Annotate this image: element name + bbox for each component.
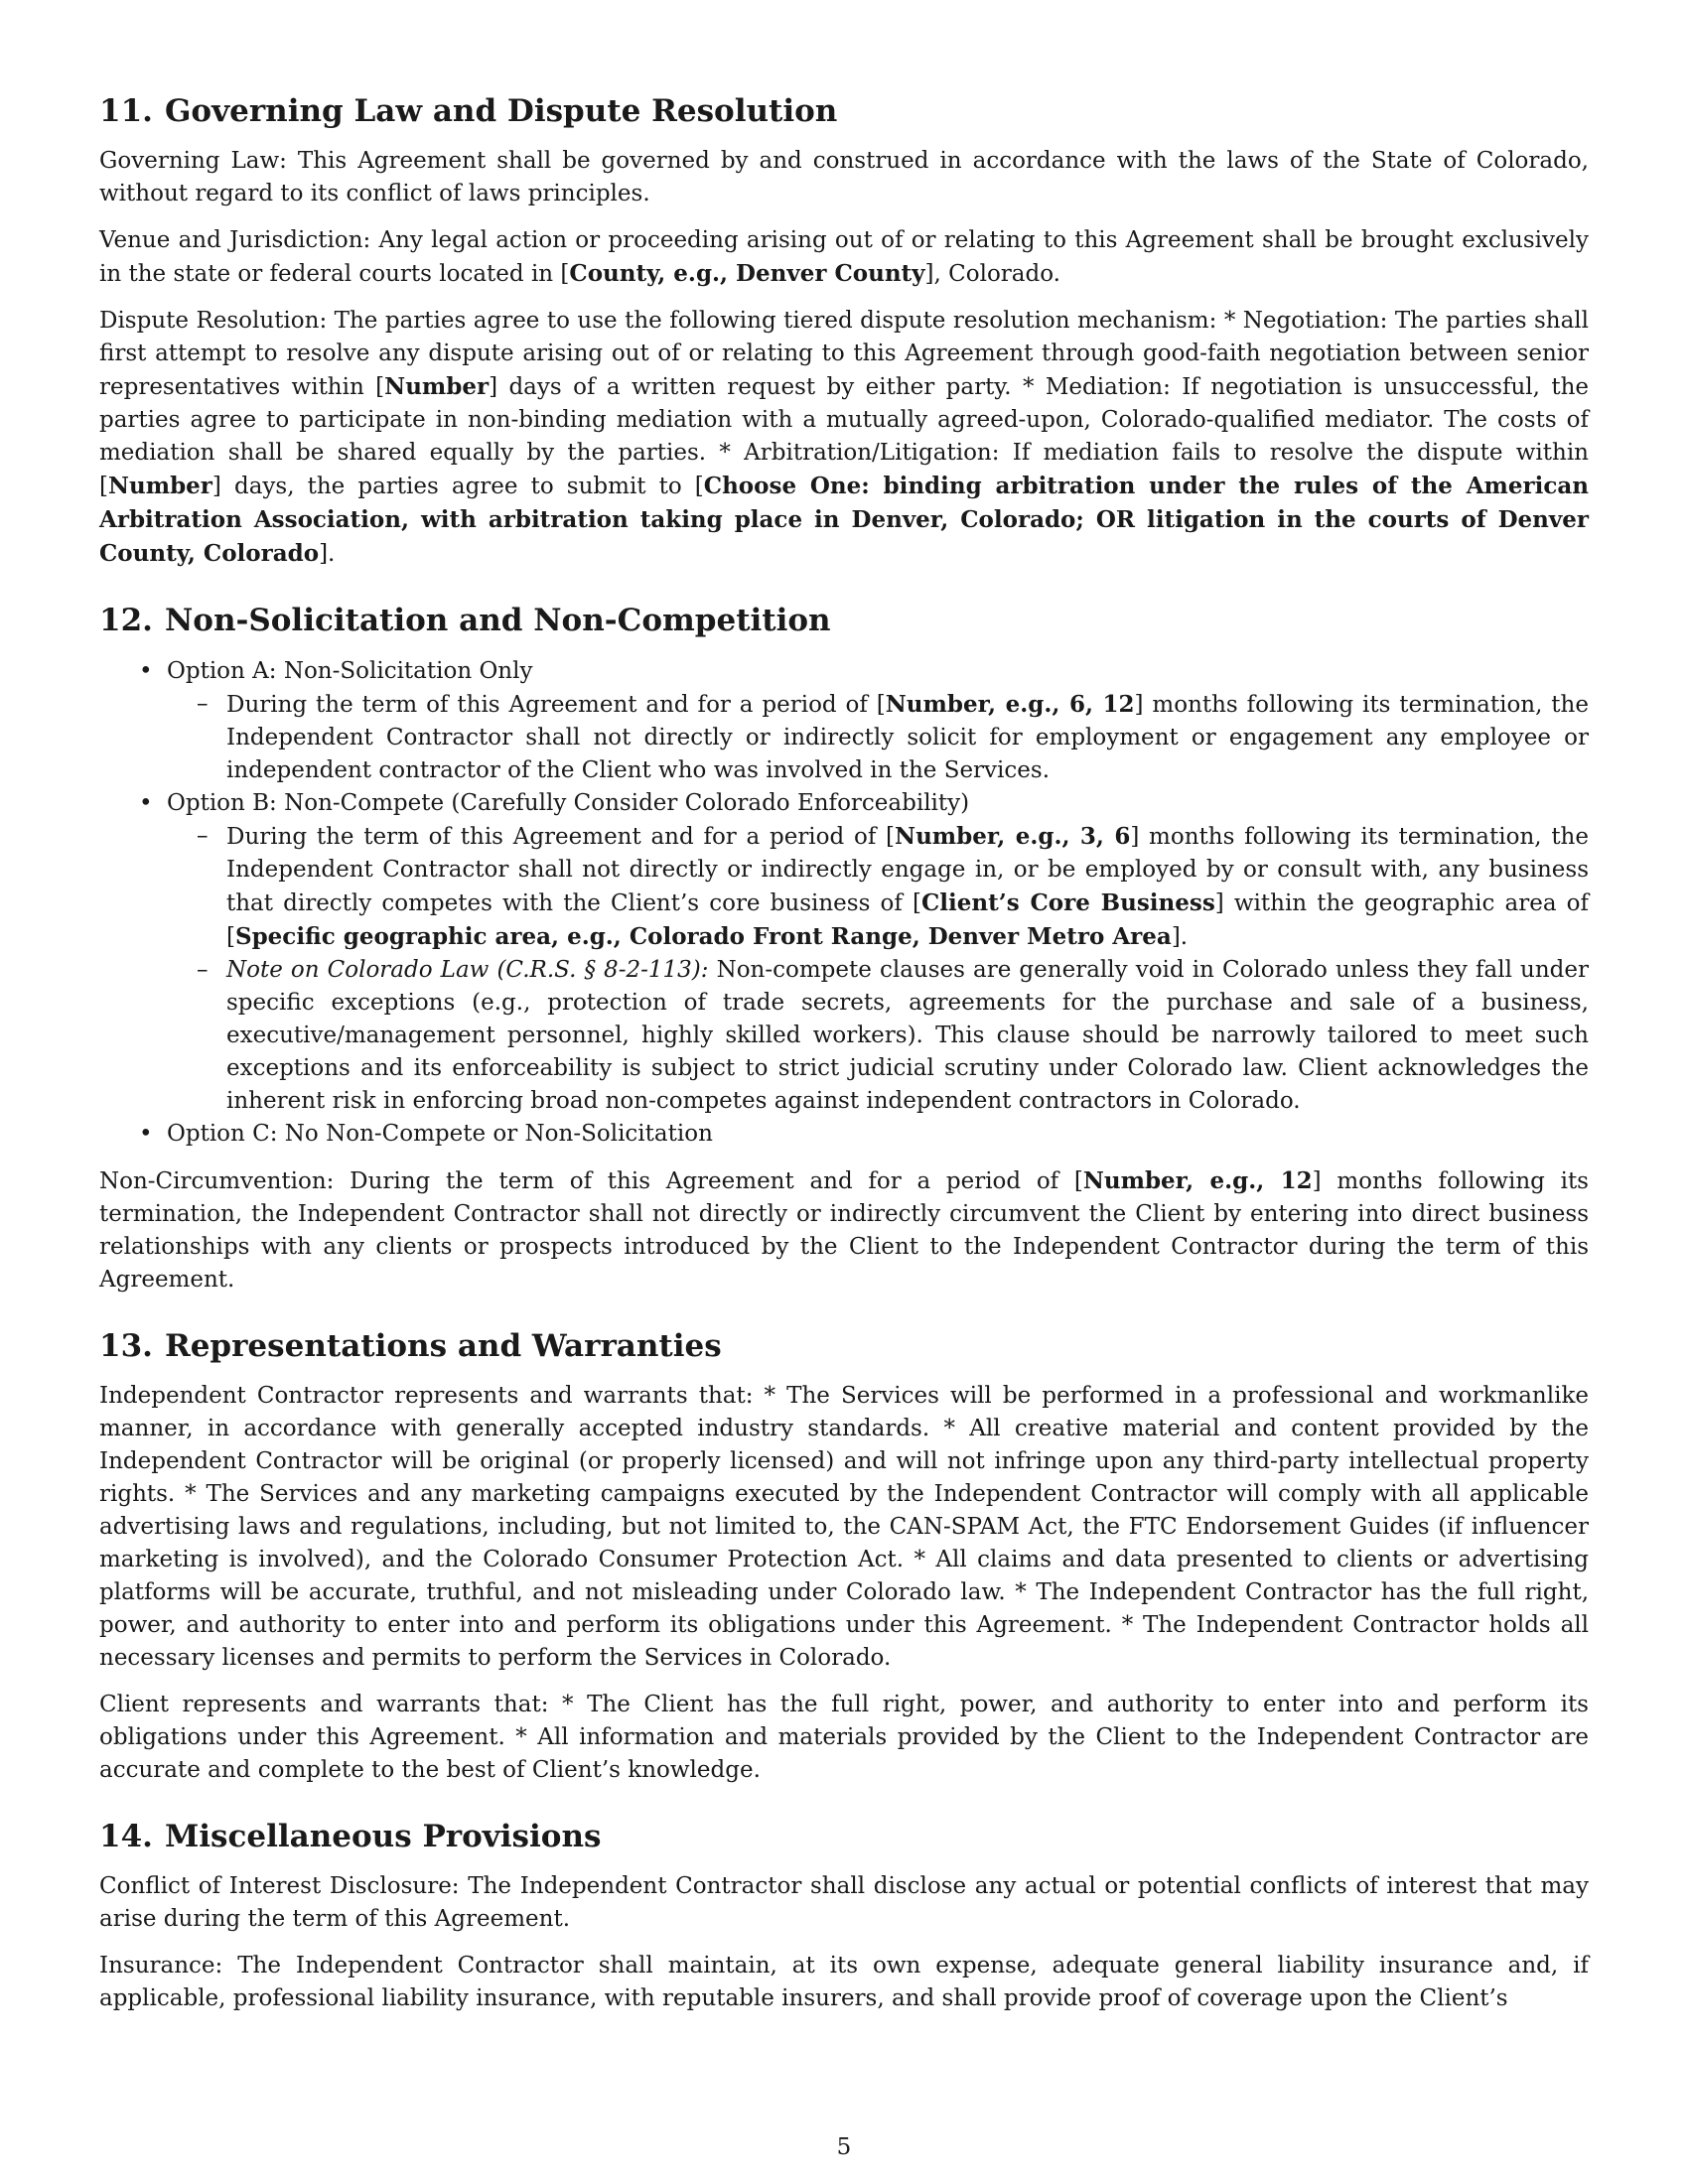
client-warranties-paragraph: Client represents and warrants that: * The Client has the full right, power, and authority to enter into and perform its obligations under this Agreement. * All information and materials provided by the Client to the Independent Contractor are accurate and complete to the best of Client’s knowledge. xyxy=(99,1691,1589,1783)
list-item-option-c xyxy=(99,1118,1589,1151)
section-heading xyxy=(99,91,1589,131)
placeholder-choice: Choose One: binding arbitration under the rules of the American Arbitration Association, with arbitration taking place in Denver, Colorado; OR litigation in the courts of Denver County, Colorado xyxy=(99,473,1589,568)
option-label: Option B: Non-Compete (Carefully Consider Colorado Enforceability) xyxy=(167,789,970,816)
document-page xyxy=(99,91,1589,2045)
placeholder-core-business: Client’s Core Business xyxy=(920,888,1215,916)
sub-list-item xyxy=(167,688,1589,787)
text: ], Colorado. xyxy=(924,261,1060,288)
insurance-paragraph: Insurance: The Independent Contractor shall maintain, at its own expense, adequate general liability insurance and, if applicable, professional liability insurance, with reputable insurers, and shall provide proof of coverage upon the Client’s xyxy=(99,1953,1589,2012)
dash-icon: – xyxy=(197,690,209,717)
page-number: 5 xyxy=(836,2134,852,2160)
placeholder-county: County, e.g., Denver County xyxy=(569,260,925,288)
section-title: Non-Solicitation and Non-Competition xyxy=(164,603,831,639)
non-circumvention-paragraph xyxy=(99,1164,1589,1297)
section-heading xyxy=(99,1326,1589,1366)
dispute-resolution-paragraph xyxy=(99,305,1589,571)
section-title: Representations and Warranties xyxy=(164,1327,722,1364)
section-12 xyxy=(99,601,1589,1296)
dash-icon: – xyxy=(197,822,209,849)
sub-list-item xyxy=(167,954,1589,1118)
contractor-warranties-paragraph: Independent Contractor represents and warrants that: * The Services will be performed in a professional and workmanlike manner, in accordance with generally accepted industry standards. * All creative material and content provided by the Independent Contractor will be original (or properly licensed) and will not infringe upon any third-party intellectual property rights. * The Services and any marketing campaigns executed by the Independent Contractor will comply with all applicable advertising laws and regulations, including, but not limited to, the CAN-SPAM Act, the FTC Endorsement Guides (if influencer marketing is involved), and the Colorado Consumer Protection Act. * All claims and data presented to clients or advertising platforms will be accurate, truthful, and not misleading under Colorado law. * The Independent Contractor has the full right, power, and authority to enter into and perform its obligations under this Agreement. * The Independent Contractor holds all necessary licenses and permits to perform the Services in Colorado. xyxy=(99,1382,1589,1671)
option-label: Option A: Non-Solicitation Only xyxy=(167,657,533,684)
section-13 xyxy=(99,1326,1589,1787)
text: ] months following its termination, the Independent Contractor shall not directly or indirectly circumvent the Client by entering into direct business relationships with any clients or prospects introduced by the Client to the Independent Contractor during the term of this Agreement. xyxy=(99,1167,1589,1293)
bullet-icon: • xyxy=(139,657,153,684)
placeholder-number: Number, e.g., 12 xyxy=(1082,1166,1313,1194)
text: Dispute Resolution: The parties agree to use the following tiered dispute resolution mechanism: * Negotiation: The parties shall first attempt to resolve any dispute arising out of or relating to this Agreement through good-faith negotiation between senior representatives within [ xyxy=(99,308,1589,401)
options-list xyxy=(99,655,1589,1151)
text: Non-Circumvention: During the term of this Agreement and for a period of [ xyxy=(99,1167,1083,1194)
text: ] days, the parties agree to submit to [ xyxy=(211,474,704,500)
option-label: Option C: No Non-Compete or Non-Solicitation xyxy=(167,1120,713,1147)
section-title: Miscellaneous Provisions xyxy=(164,1818,602,1854)
section-heading xyxy=(99,601,1589,640)
text: ]. xyxy=(319,541,336,568)
note-label: Note on Colorado Law (C.R.S. § 8-2-113): xyxy=(226,956,709,983)
placeholder-number: Number xyxy=(107,473,212,500)
text: During the term of this Agreement and for a period of [ xyxy=(226,691,886,718)
placeholder-number: Number, e.g., 3, 6 xyxy=(895,822,1131,850)
text: ] within the geographic area of [ xyxy=(226,889,1589,950)
text: ]. xyxy=(1171,923,1189,950)
venue-paragraph xyxy=(99,224,1589,291)
section-number: 11. xyxy=(99,93,153,129)
section-heading xyxy=(99,1817,1589,1856)
sub-list-item xyxy=(167,820,1589,954)
sub-list xyxy=(167,820,1589,1118)
text: During the term of this Agreement and for a period of [ xyxy=(226,823,896,850)
bullet-icon: • xyxy=(139,1120,153,1147)
placeholder-number: Number xyxy=(384,373,490,401)
conflict-of-interest-paragraph: Conflict of Interest Disclosure: The Independent Contractor shall disclose any actual or potential conflicts of interest that may arise during the term of this Agreement. xyxy=(99,1873,1589,1933)
section-number: 12. xyxy=(99,603,153,639)
section-11 xyxy=(99,91,1589,571)
governing-law-paragraph: Governing Law: This Agreement shall be governed by and construed in accordance with the laws of the State of Colorado, without regard to its conflict of laws principles. xyxy=(99,148,1589,207)
placeholder-geographic-area: Specific geographic area, e.g., Colorado Front Range, Denver Metro Area xyxy=(234,922,1172,950)
sub-list xyxy=(167,688,1589,787)
section-number: 14. xyxy=(99,1818,153,1854)
text: Non-compete clauses are generally void in Colorado unless they fall under specific exceptions (e.g., protection of trade secrets, agreements for the purchase and sale of a business, executive/management personnel, highly skilled workers). This clause should be narrowly tailored to meet such exceptions and its enforceability is subject to strict judicial scrutiny under Colorado law. Client acknowledges the inherent risk in enforcing broad non-competes against independent contractors in Colorado. xyxy=(226,956,1589,1114)
text: ] days of a written request by either party. * Mediation: If negotiation is unsuccessful, the parties agree to participate in non-binding mediation with a mutually agreed-upon, Colorado-qualified mediator. The costs of mediation shall be shared equally by the parties. * Arbitration/Litigation: If mediation fails to resolve the dispute within [ xyxy=(99,374,1589,500)
dash-icon: – xyxy=(197,956,209,983)
section-title: Governing Law and Dispute Resolution xyxy=(164,93,838,129)
section-14 xyxy=(99,1817,1589,2015)
list-item-option-b xyxy=(99,787,1589,1118)
text: Venue and Jurisdiction: Any legal action or proceeding arising out of or relating to this Agreement shall be brought exclusively in the state or federal courts located in [ xyxy=(99,227,1589,288)
section-number: 13. xyxy=(99,1327,153,1364)
text: ] months following its termination, the Independent Contractor shall not directly or indirectly engage in, or be employed by or consult with, any business that directly competes with the Client’s core business of [ xyxy=(226,823,1589,916)
bullet-icon: • xyxy=(139,789,153,816)
placeholder-number: Number, e.g., 6, 12 xyxy=(885,690,1135,718)
text: ] months following its termination, the Independent Contractor shall not directly or indirectly solicit for employment or engagement any employee or independent contractor of the Client who was involved in the Services. xyxy=(226,691,1589,783)
list-item-option-a xyxy=(99,655,1589,787)
